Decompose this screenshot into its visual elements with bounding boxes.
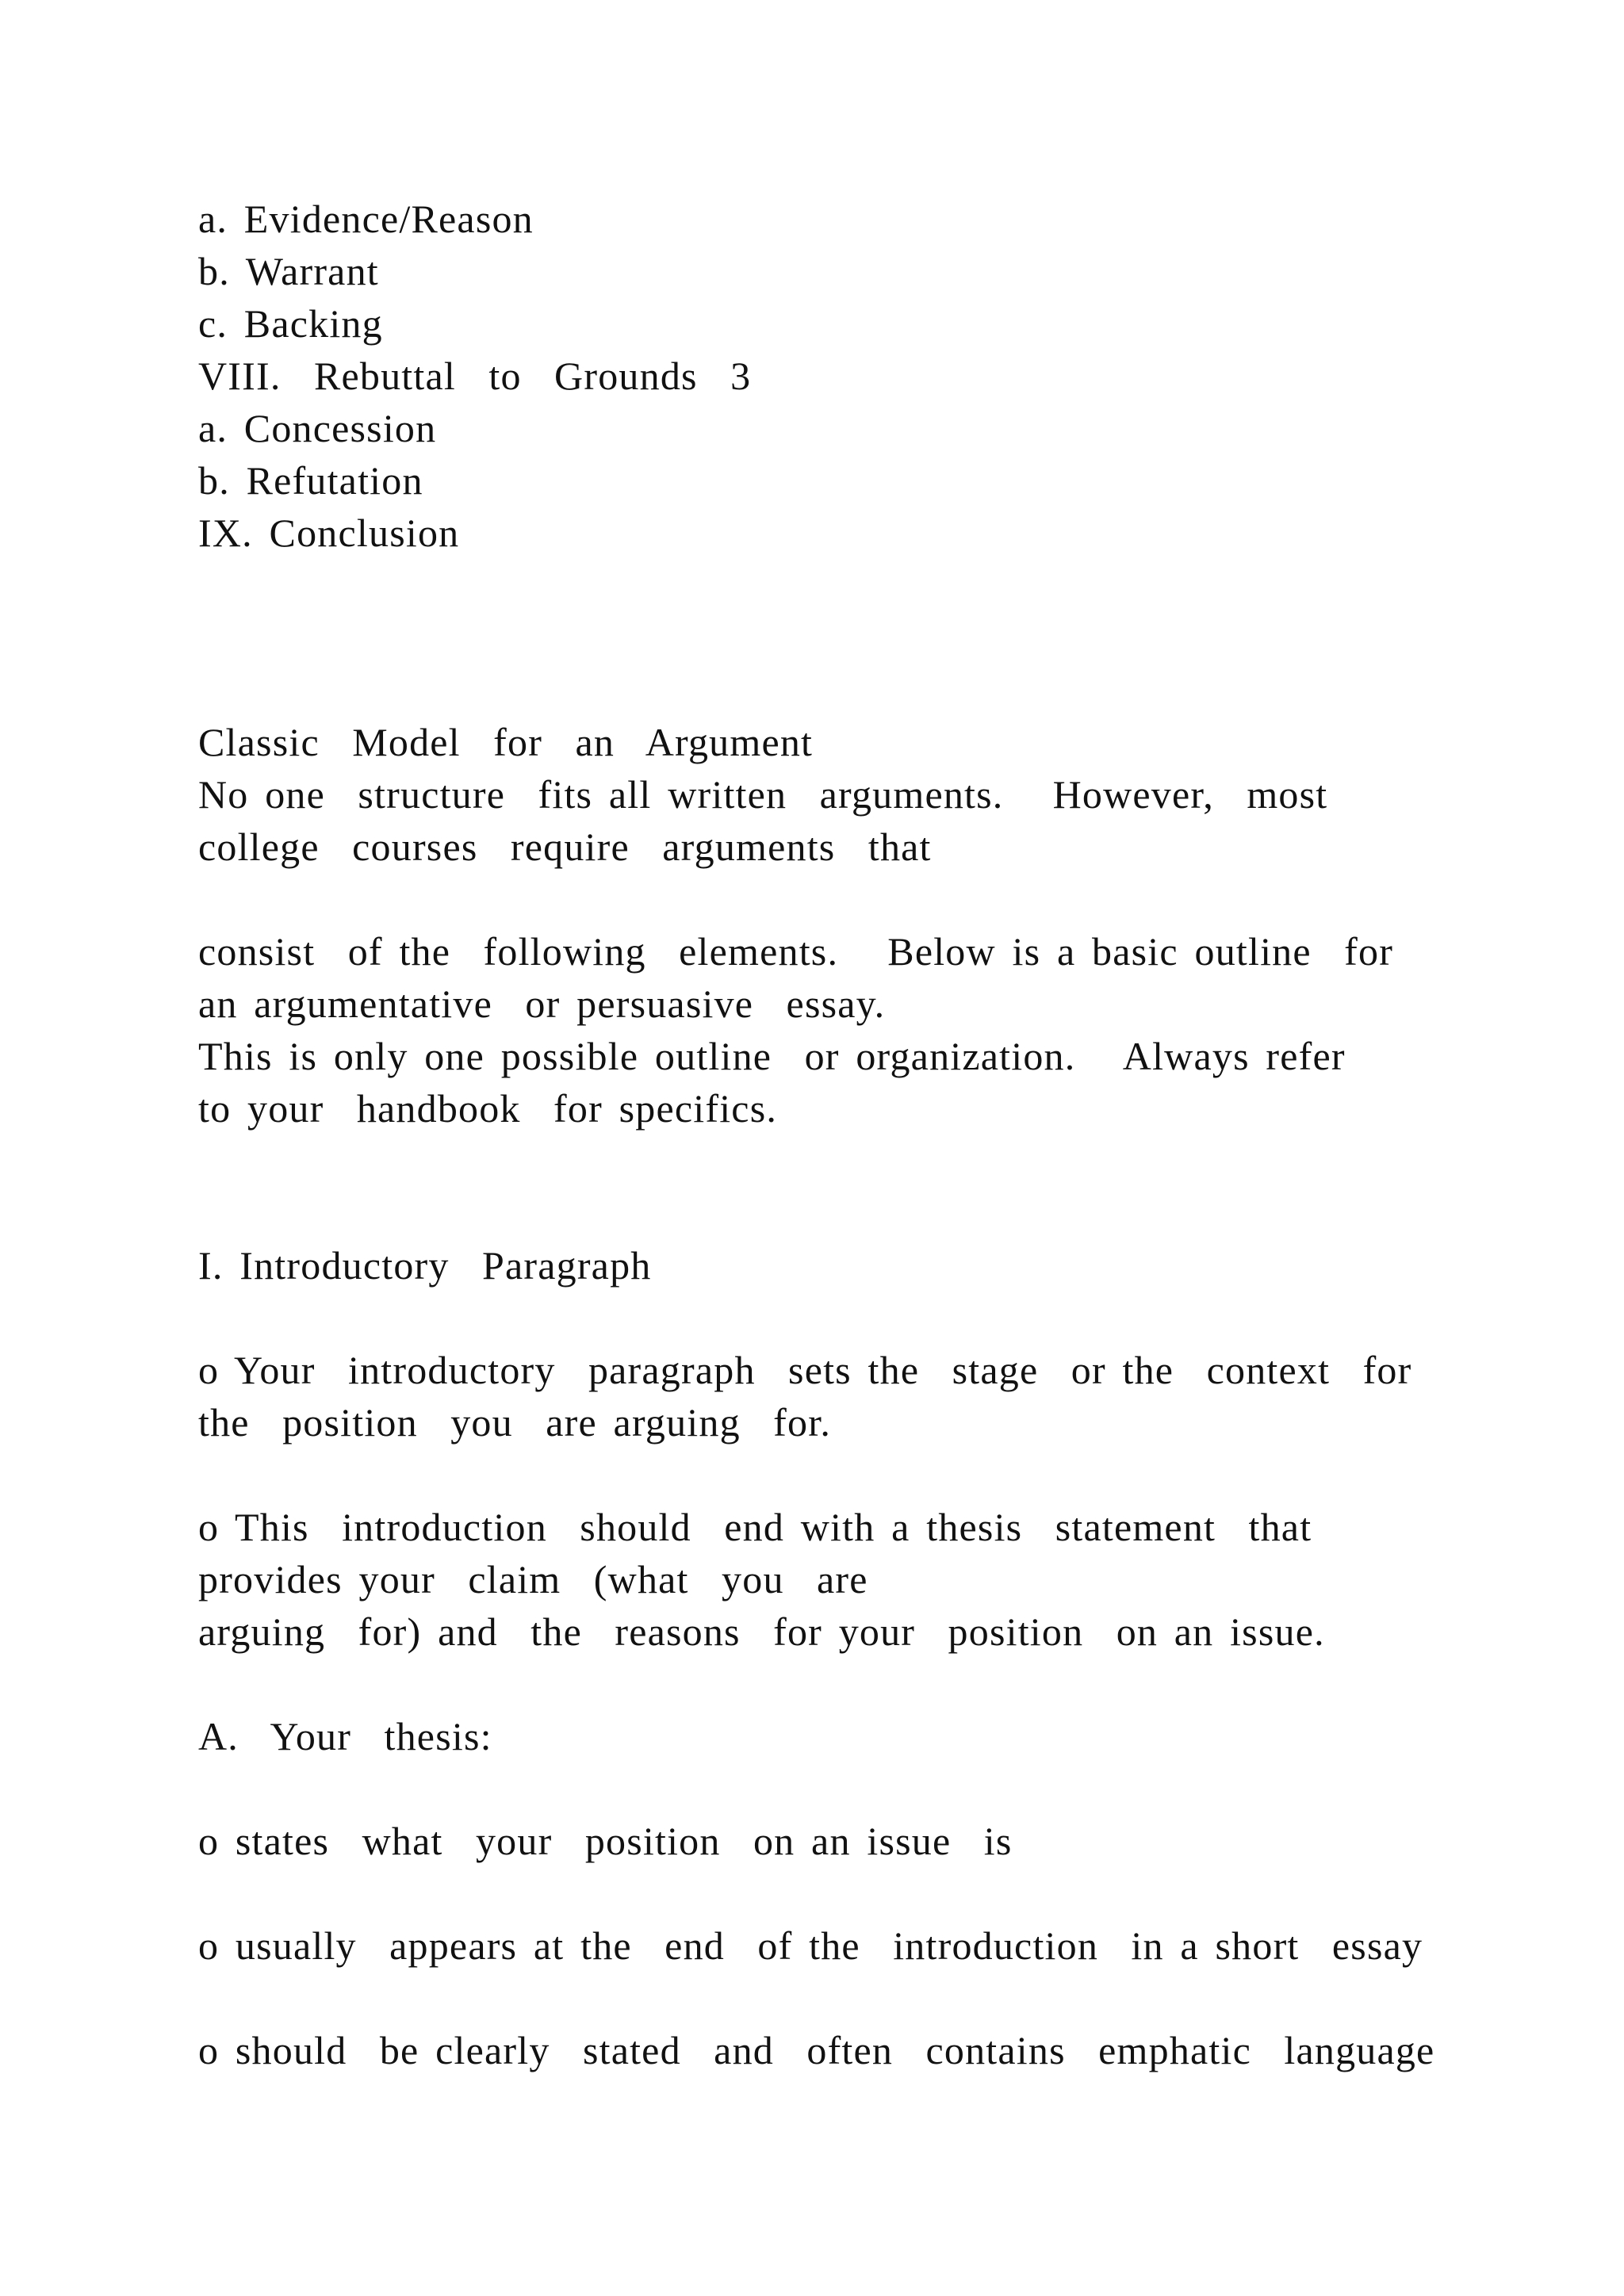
paragraph-line: consist of the following elements. Below is a basic outline for	[198, 929, 1394, 974]
bullet-line-continuation: the position you are arguing for.	[198, 1400, 832, 1445]
bullet-line: o states what your position on an issue is	[198, 1819, 1013, 1863]
bullet-line: o should be clearly stated and often contains emphatic language	[198, 2028, 1435, 2072]
bullet-line: o usually appears at the end of the introduction in a short essay	[198, 1923, 1423, 1968]
paragraph-line: college courses require arguments that	[198, 825, 932, 869]
bullet-line: o This introduction should end with a thesis statement that	[198, 1505, 1312, 1549]
paragraph-line: This is only one possible outline or organization. Always refer	[198, 1034, 1346, 1078]
outline-heading-rebuttal-grounds-3: VIII. Rebuttal to Grounds 3	[198, 354, 752, 398]
paragraph-line: an argumentative or persuasive essay.	[198, 982, 886, 1026]
section-title: Classic Model for an Argument	[198, 720, 814, 764]
bullet-line-continuation: provides your claim (what you are	[198, 1557, 868, 1601]
bullet-line-continuation: arguing for) and the reasons for your position on an issue.	[198, 1609, 1325, 1654]
outline-item-evidence-reason: a. Evidence/Reason	[198, 197, 534, 241]
outline-item-warrant: b. Warrant	[198, 249, 379, 293]
paragraph-line: No one structure fits all written arguments. However, most	[198, 772, 1328, 817]
bullet-line: o Your introductory paragraph sets the stage or the context for	[198, 1348, 1412, 1392]
paragraph-line: to your handbook for specifics.	[198, 1086, 778, 1131]
outline-heading-introductory-paragraph: I. Introductory Paragraph	[198, 1243, 652, 1288]
outline-item-backing: c. Backing	[198, 301, 383, 346]
outline-item-refutation: b. Refutation	[198, 458, 423, 503]
subheading-your-thesis: A. Your thesis:	[198, 1714, 492, 1758]
outline-heading-conclusion: IX. Conclusion	[198, 511, 460, 555]
outline-item-concession: a. Concession	[198, 406, 437, 450]
